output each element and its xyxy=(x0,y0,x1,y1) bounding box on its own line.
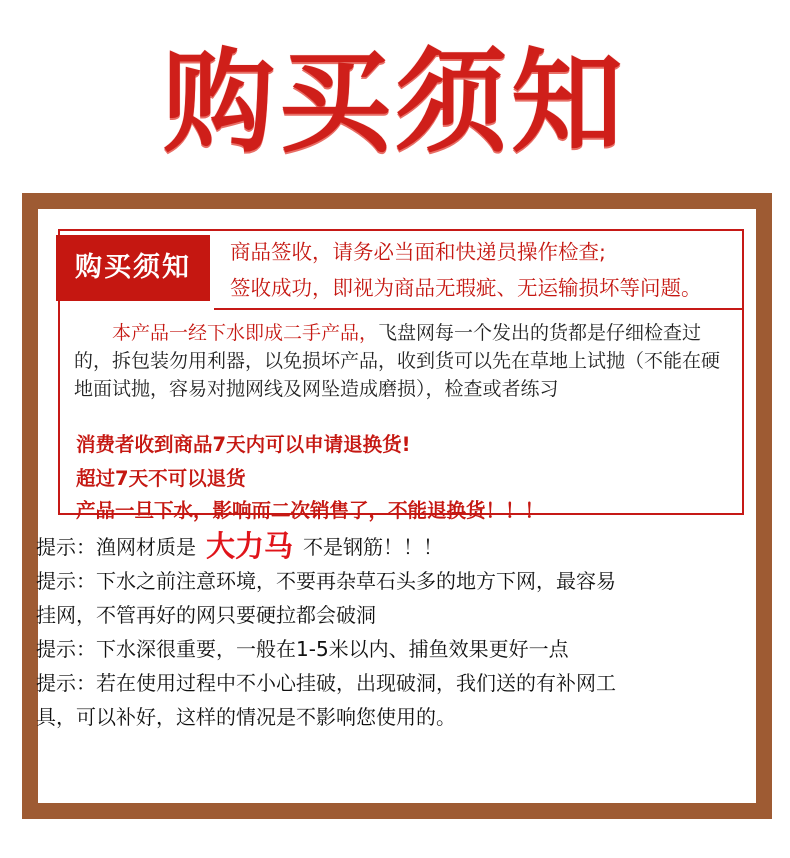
tip-repair-line-2: 具，可以补好，这样的情况是不影响您使用的。 xyxy=(36,705,456,729)
tip-repair-line-1: 提示：若在使用过程中不小心挂破，出现破洞，我们送的有补网工 xyxy=(36,671,616,695)
no-return-after-7days: 超过7天不可以退货 xyxy=(76,467,246,490)
product-paragraph xyxy=(74,319,734,403)
paragraph-lead: 本产品一经下水即成二手产品， xyxy=(112,322,379,344)
notice-line-sign-check: 商品签收，请务必当面和快递员操作检查; xyxy=(230,240,606,264)
tip-environment-line-2: 挂网，不管再好的网只要硬拉都会破洞 xyxy=(36,603,376,627)
tips-list xyxy=(36,530,756,734)
notice-line-sign-confirm: 签收成功，即视为商品无瑕疵、无运输损坏等问题。 xyxy=(230,276,702,300)
tip-material: 提示：渔网材质是 大力马 不是钢筋！！！ xyxy=(36,529,444,563)
material-highlight: 大力马 xyxy=(206,529,294,563)
notice-badge: 购买须知 xyxy=(56,235,210,301)
notice-box xyxy=(58,229,744,522)
return-policy-7days: 消费者收到商品7天内可以申请退换货! xyxy=(76,433,411,456)
page-title: 购买须知 xyxy=(163,38,627,168)
tip-depth: 提示：下水深很重要，一般在1-5米以内、捕鱼效果更好一点 xyxy=(36,637,569,661)
paragraph-body: 飞盘网每一个发出的货都是仔细检查过的，拆包装勿用利器，以免损坏产品，收到货可以先在草地上试抛（不能在硬地面试抛，容易对抛网线及网坠造成磨损），检查或者练习 xyxy=(74,322,721,400)
tip-environment-line-1: 提示：下水之前注意环境，不要再杂草石头多的地方下网，最容易 xyxy=(36,569,616,593)
no-return-after-use: 产品一旦下水，影响而二次销售了，不能退换货！！！ xyxy=(76,499,545,522)
notice-divider xyxy=(214,308,742,310)
